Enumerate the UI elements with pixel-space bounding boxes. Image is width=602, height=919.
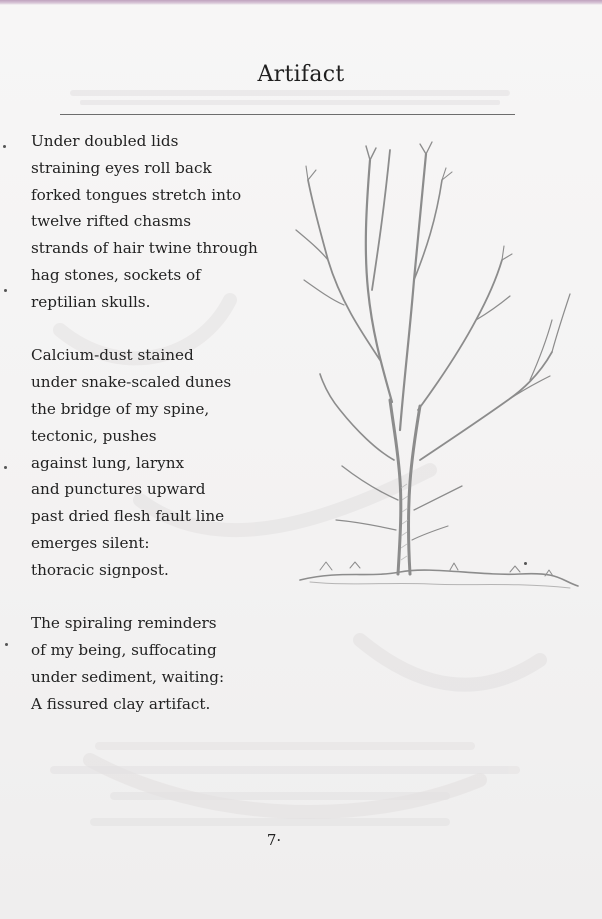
stanza-2 xyxy=(31,342,258,583)
margin-speck xyxy=(5,643,8,646)
bare-tree-sketch-icon xyxy=(280,130,580,630)
poem-line: straining eyes roll back xyxy=(31,158,212,177)
poem-line: strands of hair twine through xyxy=(31,239,258,258)
poem-line: twelve rifted chasms xyxy=(31,212,192,231)
poem-body xyxy=(31,128,258,744)
page-title: Artifact xyxy=(257,62,345,87)
poem-line: The spiraling reminders xyxy=(31,614,217,633)
poem-line: under sediment, waiting: xyxy=(31,667,225,686)
stanza-1 xyxy=(31,128,258,316)
poem-line: reptilian skulls. xyxy=(31,292,151,311)
poem-line: thoracic signpost. xyxy=(31,560,169,579)
poem-line: Under doubled lids xyxy=(31,132,179,150)
poem-line: of my being, suffocating xyxy=(31,641,217,660)
poem-line: A fissured clay artifact. xyxy=(31,694,211,713)
page-top-edge xyxy=(0,0,602,5)
margin-speck xyxy=(4,289,7,292)
poem-line: under snake-scaled dunes xyxy=(31,373,232,392)
stanza-3 xyxy=(31,610,258,717)
poem-line: the bridge of my spine, xyxy=(31,399,210,418)
poem-line: against lung, larynx xyxy=(31,453,185,472)
margin-speck xyxy=(3,145,6,148)
margin-speck xyxy=(524,562,527,565)
poem-line: emerges silent: xyxy=(31,533,150,552)
poem-line: tectonic, pushes xyxy=(31,426,157,445)
title-divider xyxy=(60,114,515,115)
margin-speck xyxy=(4,466,7,469)
poem-line: hag stones, sockets of xyxy=(31,265,201,284)
poem-line: past dried flesh fault line xyxy=(31,507,225,526)
poem-line: Calcium-dust stained xyxy=(31,346,194,365)
page-number: 7· xyxy=(266,831,282,849)
poem-line: and punctures upward xyxy=(31,480,206,499)
poem-line: forked tongues stretch into xyxy=(31,185,242,204)
